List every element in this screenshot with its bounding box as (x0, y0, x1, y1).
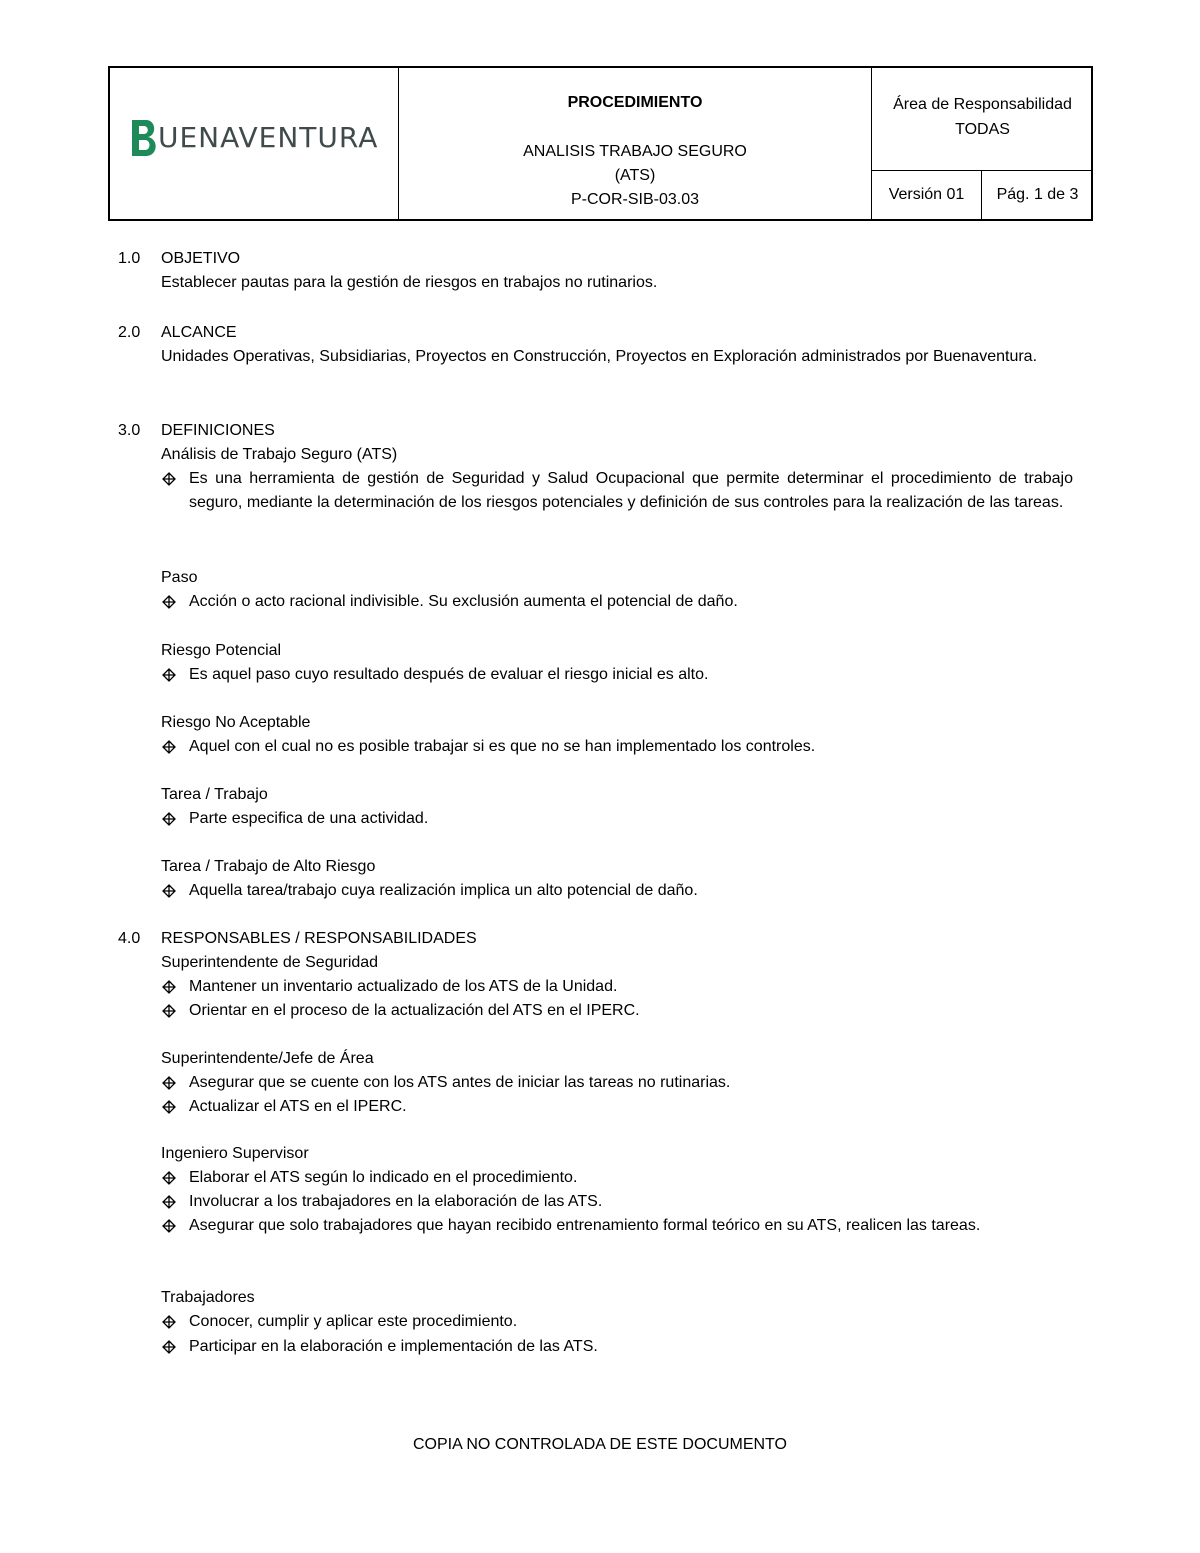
document-type: PROCEDIMIENTO (567, 94, 703, 111)
area-value: TODAS (955, 121, 1010, 138)
definition-title: Análisis de Trabajo Seguro (ATS) (161, 446, 398, 463)
title-cell (399, 68, 872, 219)
document-title: ANALISIS TRABAJO SEGURO (523, 143, 747, 160)
responsibility-item: Conocer, cumplir y aplicar este procedimiento. (189, 1313, 518, 1330)
responsibility-item: Actualizar el ATS en el IPERC. (189, 1098, 407, 1115)
section-title: OBJETIVO (161, 250, 241, 267)
document-abbr: (ATS) (614, 167, 656, 184)
section-text: Unidades Operativas, Subsidiarias, Proyectos en Construcción, Proyectos en Exploración administrados por Buenaventura. (161, 348, 1038, 365)
section-number: 4.0 (118, 930, 141, 947)
role-title: Trabajadores (161, 1289, 255, 1306)
role-title: Superintendente/Jefe de Área (161, 1050, 374, 1067)
definition-title: Tarea / Trabajo (161, 786, 268, 803)
page-number-cell: Pág. 1 de 3 (996, 186, 1079, 203)
responsibility-item: Asegurar que se cuente con los ATS antes de iniciar las tareas no rutinarias. (189, 1074, 731, 1091)
responsibility-item: Involucrar a los trabajadores en la elaboración de las ATS. (189, 1193, 603, 1210)
diamond-bullet-icon (162, 472, 176, 486)
definition-text: Es aquel paso cuyo resultado después de evaluar el riesgo inicial es alto. (189, 666, 709, 683)
section-title: ALCANCE (161, 324, 237, 341)
definition-text: Es una herramienta de gestión de Seguridad y Salud Ocupacional que permite determinar el procedimiento de trabajo seguro, mediante la determinación de los riesgos potenciales y definición de sus controles para la realización de las tareas. (189, 470, 1073, 511)
logo-cell (110, 68, 399, 219)
diamond-bullet-icon (162, 740, 176, 754)
section-title: DEFINICIONES (161, 422, 275, 439)
diamond-bullet-icon (162, 1100, 176, 1114)
diamond-bullet-icon (162, 1076, 176, 1090)
responsibility-item: Asegurar que solo trabajadores que hayan recibido entrenamiento formal teórico en su ATS, realicen las tareas. (189, 1217, 981, 1234)
diamond-bullet-icon (162, 1340, 176, 1354)
diamond-bullet-icon (162, 1315, 176, 1329)
logo-text: UENAVENTURA (158, 121, 379, 154)
diamond-bullet-icon (162, 595, 176, 609)
diamond-bullet-icon (162, 1004, 176, 1018)
definition-text: Aquel con el cual no es posible trabajar si es que no se han implementado los controles. (189, 738, 816, 755)
definition-text: Aquella tarea/trabajo cuya realización implica un alto potencial de daño. (189, 882, 698, 899)
diamond-bullet-icon (162, 1195, 176, 1209)
diamond-bullet-icon (162, 668, 176, 682)
responsibility-item: Elaborar el ATS según lo indicado en el procedimiento. (189, 1169, 578, 1186)
definition-text: Acción o acto racional indivisible. Su exclusión aumenta el potencial de daño. (189, 593, 738, 610)
document-header-table (108, 66, 1093, 221)
role-title: Ingeniero Supervisor (161, 1145, 309, 1162)
version-cell: Versión 01 (872, 171, 982, 219)
section-number: 3.0 (118, 422, 141, 439)
responsibility-item: Mantener un inventario actualizado de los ATS de la Unidad. (189, 978, 618, 995)
footer-note: COPIA NO CONTROLADA DE ESTE DOCUMENTO (413, 1436, 787, 1453)
responsibility-item: Orientar en el proceso de la actualización del ATS en el IPERC. (189, 1002, 640, 1019)
diamond-bullet-icon (162, 1219, 176, 1233)
definition-title: Tarea / Trabajo de Alto Riesgo (161, 858, 376, 875)
section-title: RESPONSABLES / RESPONSABILIDADES (161, 930, 477, 947)
responsibility-item: Participar en la elaboración e implementación de las ATS. (189, 1338, 598, 1355)
definition-title: Riesgo Potencial (161, 642, 282, 659)
diamond-bullet-icon (162, 980, 176, 994)
definition-title: Paso (161, 569, 198, 586)
section-text: Establecer pautas para la gestión de riesgos en trabajos no rutinarios. (161, 274, 658, 291)
definition-text: Parte especifica de una actividad. (189, 810, 429, 827)
area-cell (872, 68, 1093, 171)
company-logo (130, 118, 390, 158)
section-number: 2.0 (118, 324, 141, 341)
role-title: Superintendente de Seguridad (161, 954, 379, 971)
area-label: Área de Responsabilidad (893, 96, 1072, 113)
diamond-bullet-icon (162, 812, 176, 826)
section-number: 1.0 (118, 250, 141, 267)
document-code: P-COR-SIB-03.03 (570, 191, 700, 208)
diamond-bullet-icon (162, 1171, 176, 1185)
definition-title: Riesgo No Aceptable (161, 714, 311, 731)
diamond-bullet-icon (162, 884, 176, 898)
